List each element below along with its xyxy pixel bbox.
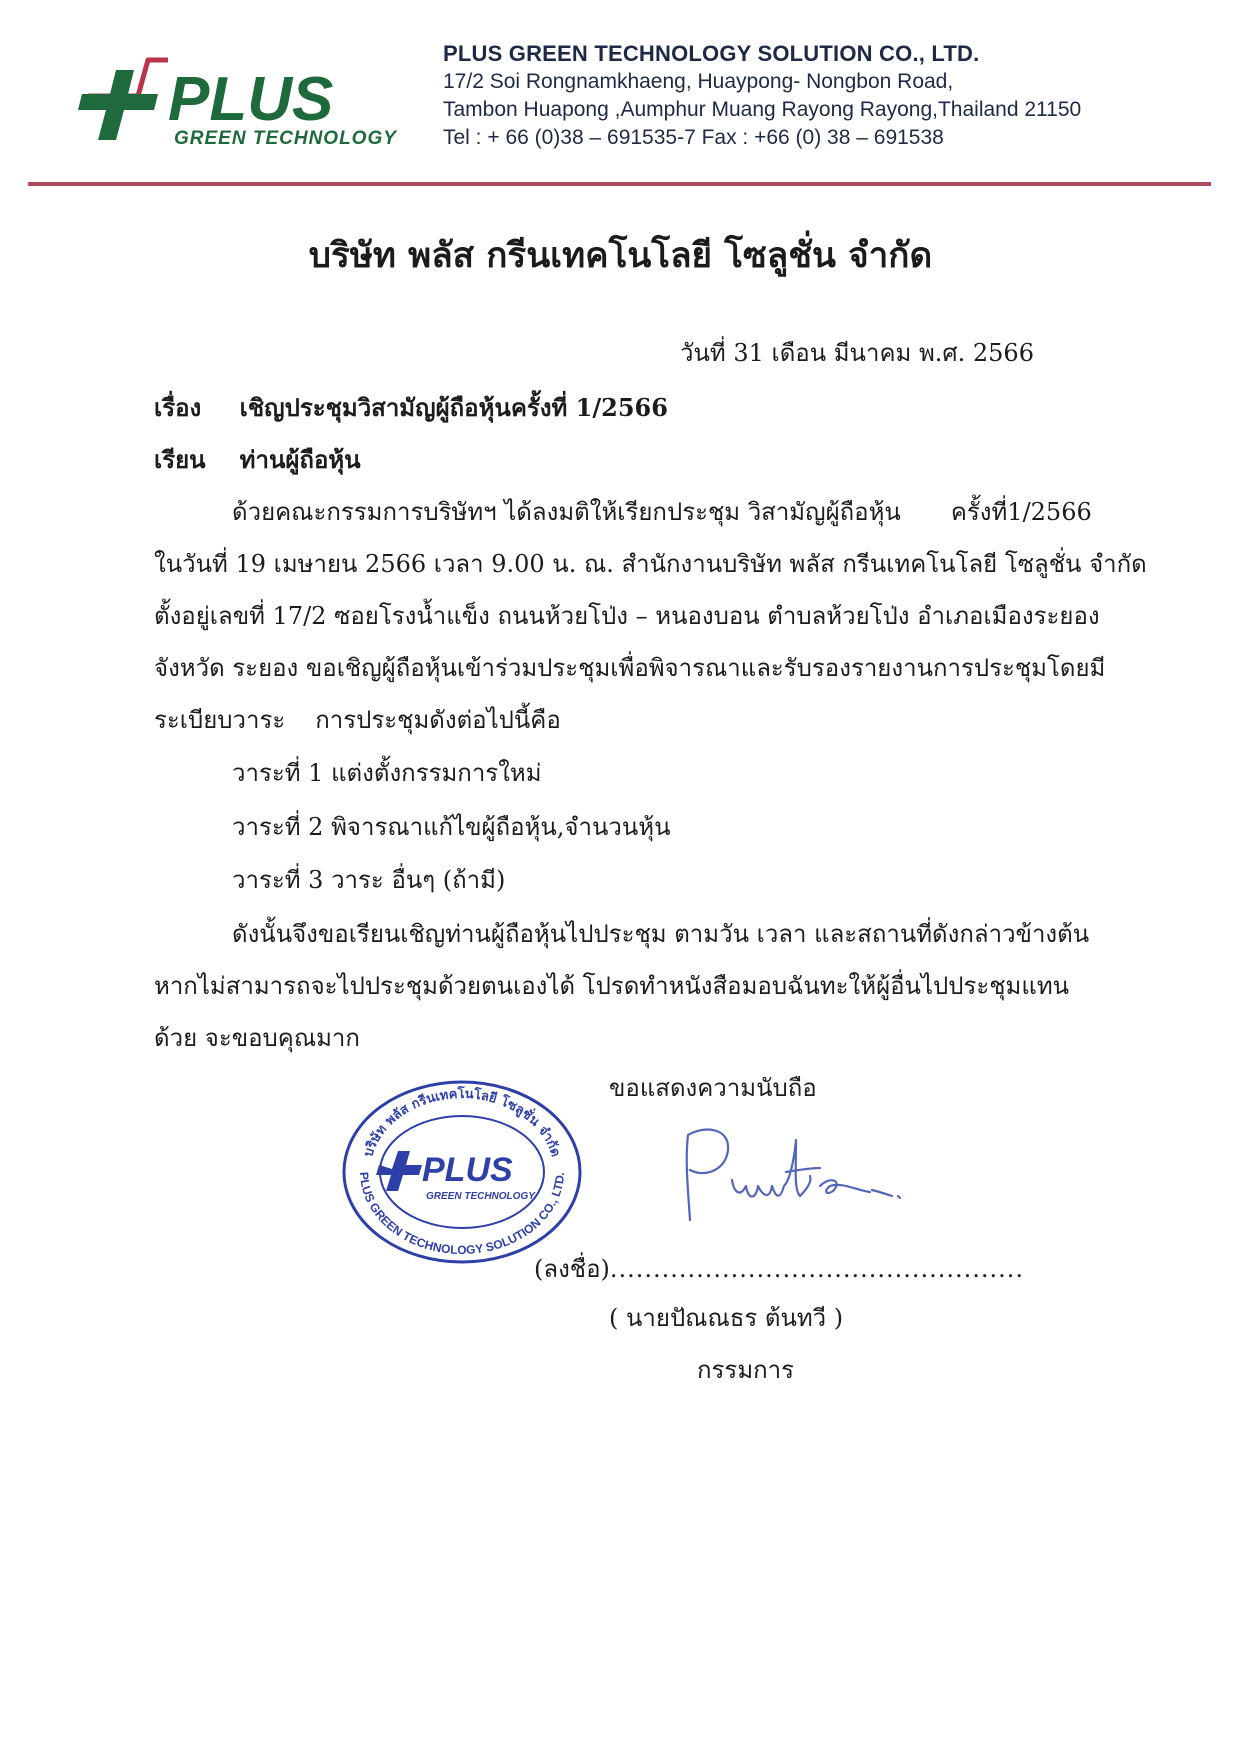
- header-divider: [28, 182, 1211, 186]
- document-heading: บริษัท พลัส กรีนเทคโนโลยี โซลูชั่น จำกัด: [308, 235, 933, 276]
- logo-subtext: GREEN TECHNOLOGY: [174, 128, 397, 149]
- company-name: PLUS GREEN TECHNOLOGY SOLUTION CO., LTD.: [443, 41, 980, 66]
- stamp-top-text: บริษัท พลัส กรีนเทคโนโลยี โซลูชั่น จำกัด: [361, 1086, 563, 1159]
- body-text: ครั้งที่1/2566: [950, 498, 1092, 526]
- company-info: [443, 40, 1081, 152]
- body-text: ด้วยคณะกรรมการบริษัทฯ ได้ลงมติให้เรียกประชุม วิสามัญผู้ถือหุ้น: [232, 498, 901, 526]
- stamp-logo-subtext: GREEN TECHNOLOGY: [426, 1191, 535, 1202]
- subject-value: เชิญประชุมวิสามัญผู้ถือหุ้นครั้งที่ 1/2566: [239, 393, 668, 422]
- subject-label: เรื่อง: [154, 393, 202, 422]
- body-text: การประชุมดังต่อไปนี้คือ: [315, 706, 561, 734]
- signature-line: [534, 1253, 1024, 1285]
- stamp-logo-text: PLUS: [422, 1151, 513, 1189]
- date-line: วันที่ 31 เดือน มีนาคม พ.ศ. 2566: [680, 339, 1034, 367]
- closing-line-3: ด้วย จะขอบคุณมาก: [154, 1024, 360, 1052]
- sign-dotted-line: ................................................: [609, 1255, 1025, 1283]
- company-stamp: [340, 1077, 584, 1267]
- svg-text:บริษัท พลัส กรีนเทคโนโลยี โซลู: [361, 1085, 563, 1159]
- body-paragraph-line-3: ตั้งอยู่เลขที่ 17/2 ซอยโรงน้ำแข็ง ถนนห้วยโป่ง – หนองบอน ตำบลห้วยโป่ง อำเภอเมืองระยอง: [154, 602, 1100, 630]
- handwritten-signature: [660, 1120, 920, 1230]
- recipient-label: เรียน: [154, 445, 206, 474]
- logo-wordmark: PLUS: [168, 65, 334, 134]
- agenda-item: วาระที่ 3 วาระ อื่นๆ (ถ้ามี): [232, 866, 506, 894]
- body-paragraph-line-2: ในวันที่ 19 เมษายน 2566 เวลา 9.00 น. ณ. สำนักงานบริษัท พลัส กรีนเทคโนโลยี โซลูชั่น จำกัด: [154, 550, 1147, 578]
- address-line-2: Tambon Huapong ,Aumphur Muang Rayong Rayong,Thailand 21150: [443, 98, 1082, 121]
- signatory-name: ( นายปัณณธร ต้นทวี ): [609, 1304, 844, 1332]
- signatory-title: กรรมการ: [697, 1356, 795, 1384]
- agenda-item: วาระที่ 1 แต่งตั้งกรรมการใหม่: [232, 759, 542, 787]
- body-paragraph-line-4: จังหวัด ระยอง ขอเชิญผู้ถือหุ้นเข้าร่วมประชุมเพื่อพิจารณาและรับรองรายงานการประชุมโดยมี: [154, 654, 1106, 682]
- closing-line-2: หากไม่สามารถจะไปประชุมด้วยตนเองได้ โปรดทำหนังสือมอบฉันทะให้ผู้อื่นไปประชุมแทน: [154, 972, 1070, 1000]
- sign-label: (ลงชื่อ): [534, 1255, 610, 1283]
- address-line-1: 17/2 Soi Rongnamkhaeng, Huaypong- Nongbon Road,: [443, 70, 954, 93]
- body-text: ระเบียบวาระ: [154, 706, 286, 734]
- subject-line: [154, 392, 668, 424]
- contact-line: Tel : + 66 (0)38 – 691535-7 Fax : +66 (0) 38 – 691538: [443, 126, 944, 149]
- agenda-item: วาระที่ 2 พิจารณาแก้ไขผู้ถือหุ้น,จำนวนหุ้น: [232, 813, 671, 841]
- company-logo: [76, 48, 396, 148]
- recipient-value: ท่านผู้ถือหุ้น: [239, 445, 361, 474]
- regards-line: ขอแสดงความนับถือ: [609, 1074, 817, 1102]
- body-paragraph-line-1: [232, 496, 1092, 528]
- closing-line-1: ดังนั้นจึงขอเรียนเชิญท่านผู้ถือหุ้นไปประชุม ตามวัน เวลา และสถานที่ดังกล่าวข้างต้น: [232, 920, 1090, 948]
- recipient-line: [154, 444, 361, 476]
- stamp-bottom-text: PLUS GREEN TECHNOLOGY SOLUTION CO., LTD.: [356, 1171, 568, 1258]
- body-paragraph-line-5: [154, 704, 561, 736]
